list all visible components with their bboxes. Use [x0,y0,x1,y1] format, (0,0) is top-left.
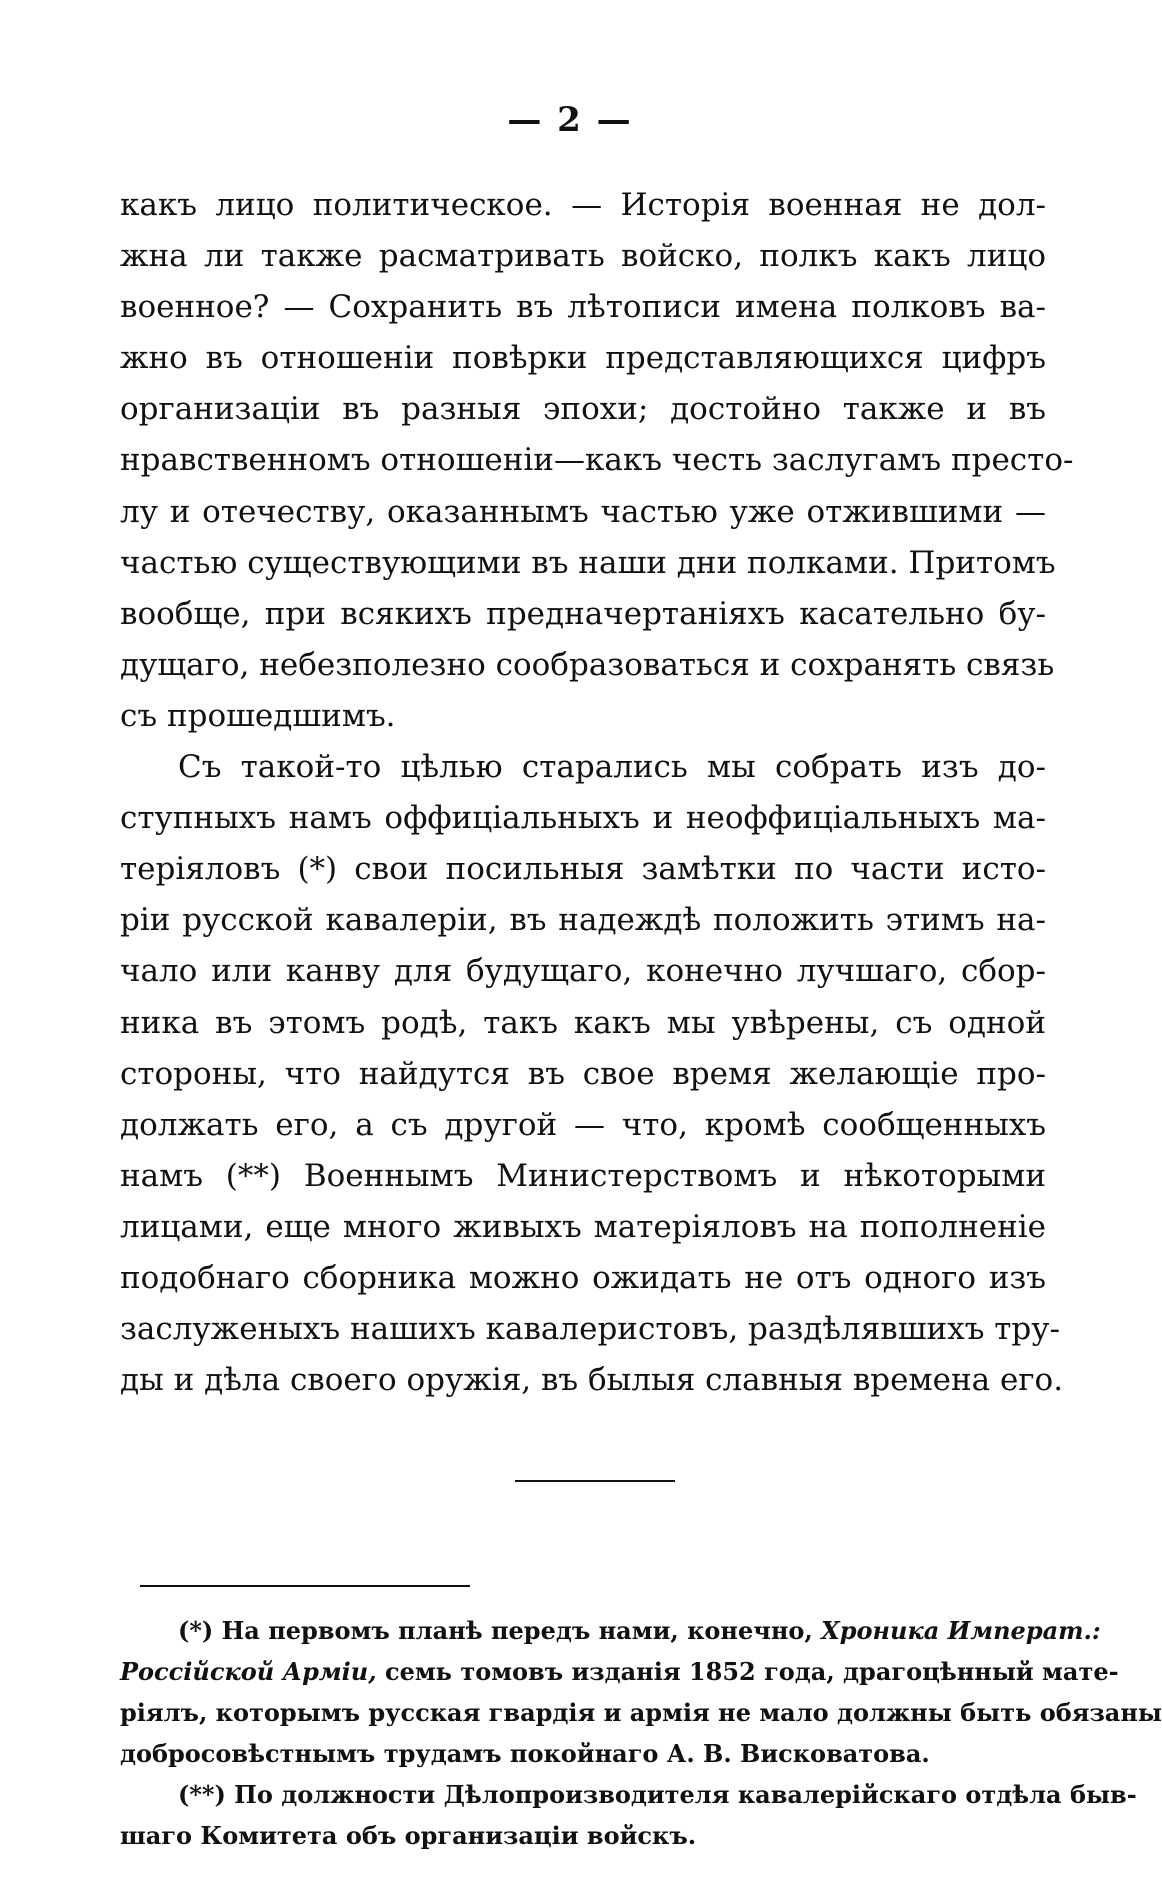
footnote-italic-title: Хроника Императ.: [821,1616,1101,1645]
text-line: лицами, еще много живыхъ матеріяловъ на пополненіе [120,1208,1046,1245]
text-line: вообще, при всякихъ предначертаніяхъ касательно бу- [120,595,1046,632]
text-line: дущаго, небезполезно сообразоваться и сохранять связь [120,646,1055,683]
text-line: заслуженыхъ нашихъ кавалеристовъ, раздѣлявшихъ тру- [120,1311,1060,1348]
text-line: Съ такой-то цѣлью старались мы собрать изъ до- [178,749,1046,786]
text-line: теріяловъ (*) свои посильныя замѣтки по части исто- [120,851,1046,888]
text-line: ника въ этомъ родѣ, такъ какъ мы увѣрены, съ одной [120,1004,1046,1041]
footnote-line: ріялъ, которымъ русская гвардія и армія не мало должны быть обязаны [120,1698,1162,1727]
text-line: жно въ отношеніи повѣрки представляющихся цифръ [120,340,1046,377]
page-number: — 2 — [507,100,633,140]
footnote-italic-title: Россійской Арміи, [120,1657,377,1686]
text-line: ступныхъ намъ оффиціальныхъ и неоффиціальныхъ ма- [120,800,1046,837]
footnote-line: добросовѣстнымъ трудамъ покойнаго А. В. Висковатова. [120,1739,930,1768]
footnote-text: (*) На первомъ планѣ передъ нами, конечно, [178,1616,822,1645]
text-line: нравственномъ отношеніи—какъ честь заслугамъ престо- [120,442,1074,479]
main-text [120,180,1074,1406]
text-line: какъ лицо политическое. — Исторія военная не дол- [120,187,1046,223]
footnote-line: шаго Комитета объ организаціи войскъ. [120,1821,697,1850]
text-line: съ прошедшимъ. [120,697,396,734]
text-line: чало или канву для будущаго, конечно лучшаго, сбор- [120,953,1046,990]
footnote-divider [140,1585,470,1587]
text-line: намъ (**) Военнымъ Министерствомъ и нѣкоторыми [120,1157,1046,1194]
footnote-line: (**) По должности Дѣлопроизводителя кавалерійскаго отдѣла быв- [178,1780,1137,1809]
text-line: ріи русской кавалеріи, въ надеждѣ положить этимъ на- [120,902,1046,939]
text-line: стороны, что найдутся въ свое время желающіе про- [120,1055,1046,1092]
text-line: жна ли также расматривать войско, полкъ какъ лицо [120,238,1046,275]
text-line: подобнаго сборника можно ожидать не отъ одного изъ [120,1259,1046,1296]
text-line: организаціи въ разныя эпохи; достойно также и въ [120,391,1046,428]
text-line: частью существующими въ наши дни полками. Притомъ [120,544,1056,581]
text-line: лу и отечеству, оказаннымъ частью уже отжившими — [120,493,1046,530]
text-line: военное? — Сохранить въ лѣтописи имена полковъ ва- [120,289,1046,326]
footnote-text: семь томовъ изданія 1852 года, драгоцѣнный мате- [376,1657,1119,1686]
text-line: должать его, а съ другой — что, кромѣ сообщенныхъ [120,1106,1046,1143]
footnotes [120,1610,1162,1856]
text-line: ды и дѣла своего оружія, въ былыя славныя времена его. [120,1362,1064,1399]
footnote-line [120,1651,1119,1692]
footnote-line [120,1610,1101,1651]
section-divider [515,1480,675,1482]
